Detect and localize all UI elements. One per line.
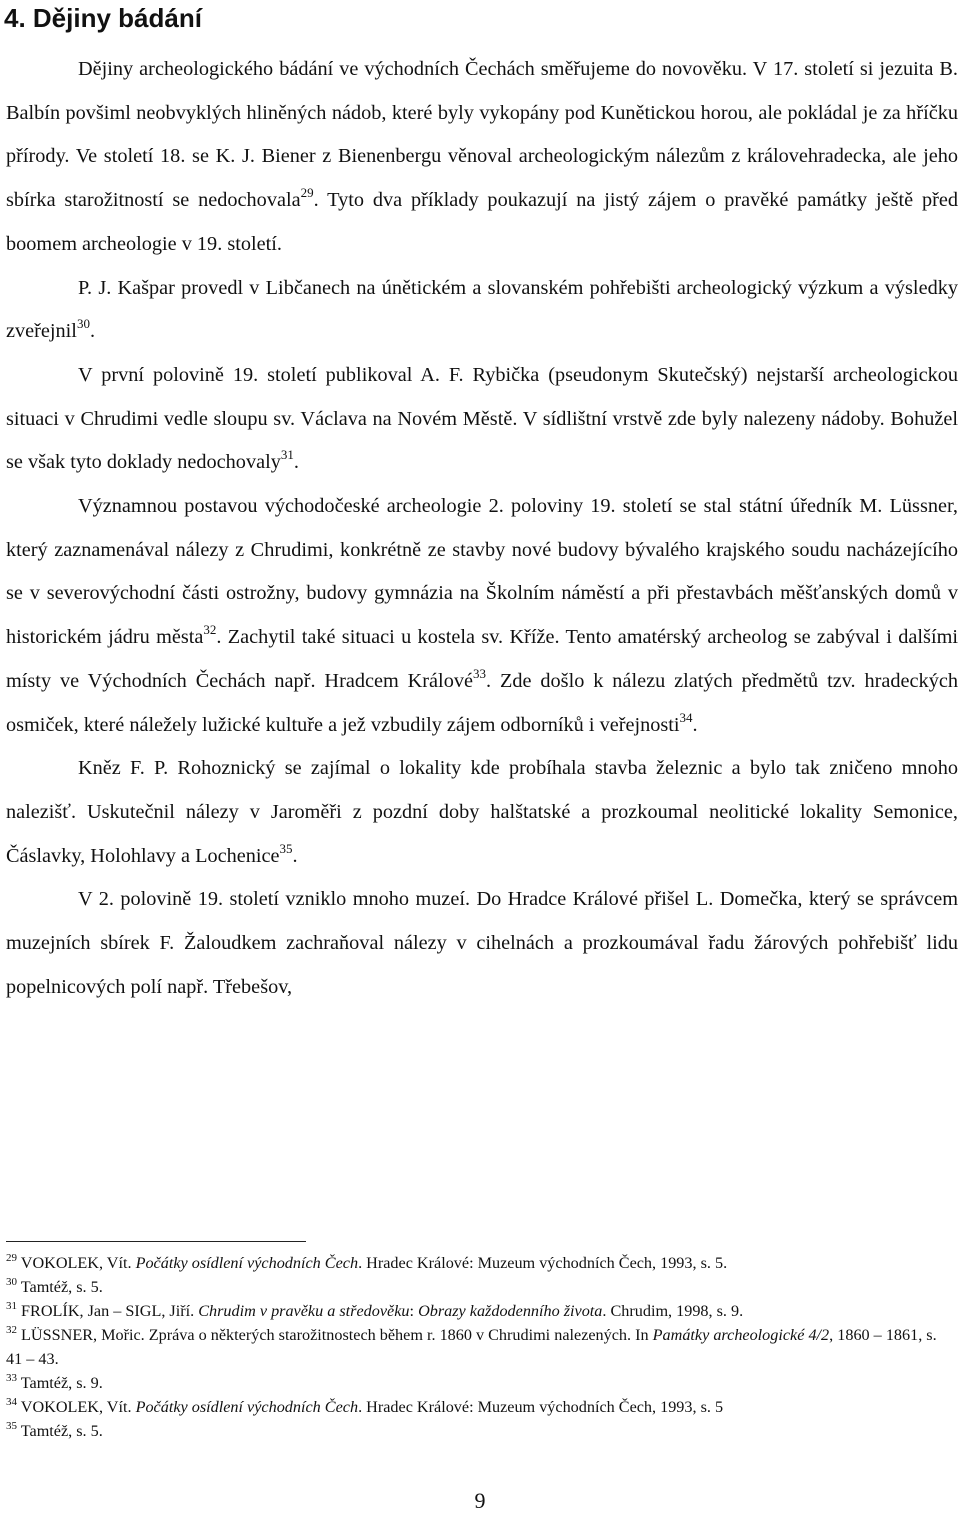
text-run: . Zachytil také situaci u kostela sv. Kříže. Tento amatérský archeolog se zabýval i dalšími místy ve Východních Čechách např. Hradcem Králové: [6, 626, 958, 692]
footnote-text: LÜSSNER, Mořic. Zpráva o některých starožitnostech během r. 1860 v Chrudimi nalezených. In: [17, 1326, 653, 1344]
footnote-text: , 1860 – 1861, s. 41 – 43.: [6, 1326, 937, 1368]
section-heading: 4. Dějiny bádání: [4, 3, 202, 33]
text-run: .: [89, 320, 96, 343]
footnote: [6, 1371, 946, 1395]
paragraph: [6, 878, 958, 1009]
footnote-title: Obrazy každodenního života: [418, 1302, 603, 1320]
footnote-number: 32: [6, 1324, 17, 1336]
paragraph: [6, 485, 958, 747]
text-run: . Zde došlo k nálezu zlatých předmětů tzv. hradeckých osmiček, které náležely lužické kultuře a jež vzbudily zájem odborníků i veřejnosti: [6, 669, 958, 736]
body-text: [6, 48, 958, 1009]
footnote-text: . Chrudim, 1998, s. 9.: [602, 1302, 744, 1320]
footnote-number: 30: [6, 1276, 17, 1288]
footnotes: [6, 1251, 946, 1443]
paragraph: [6, 354, 958, 485]
footnote-text: VOKOLEK, Vít.: [17, 1254, 136, 1272]
footnote-number: 34: [6, 1396, 17, 1408]
footnote-separator: [6, 1241, 306, 1242]
paragraph: [6, 267, 958, 354]
footnote-title: Počátky osídlení východních Čech: [135, 1398, 359, 1416]
footnote-ref[interactable]: 34: [679, 709, 693, 725]
footnote-text: . Hradec Králové: Muzeum východních Čech, 1993, s. 5: [358, 1398, 724, 1416]
footnote-title: Chrudim v pravěku a středověku: [198, 1302, 410, 1320]
text-run: Kněz F. P. Rohoznický se zajímal o lokality kde probíhala stavba železnic a bylo tak zničeno mnoho nalezišť. Uskutečnil nálezy v Jaroměři z pozdní doby halštatské a prozkoumal neolitické lokality Semonice, Čáslavky, Holohlavy a Lochenice: [6, 757, 958, 867]
footnote-text: Tamtéž, s. 5.: [17, 1422, 103, 1440]
text-run: .: [692, 713, 698, 736]
footnote-text: . Hradec Králové: Muzeum východních Čech, 1993, s. 5.: [358, 1254, 728, 1272]
footnote-text: Tamtéž, s. 5.: [17, 1278, 103, 1296]
footnote-number: 29: [6, 1252, 17, 1264]
footnote: [6, 1251, 946, 1275]
footnote-text: Tamtéž, s. 9.: [17, 1374, 103, 1392]
footnote: [6, 1395, 946, 1419]
footnote-number: 35: [6, 1420, 17, 1432]
footnote: [6, 1419, 946, 1443]
paragraph: [6, 48, 958, 267]
page-number: 9: [474, 1488, 486, 1513]
footnote-ref[interactable]: 29: [300, 185, 314, 201]
text-run: P. J. Kašpar provedl v Libčanech na únětickém a slovanském pohřebišti archeologický výzkum a výsledky zveřejnil: [6, 276, 958, 343]
footnote-text: FROLÍK, Jan – SIGL, Jiří.: [17, 1302, 199, 1320]
text-run: V 2. polovině 19. století vzniklo mnoho muzeí. Do Hradce Králové přišel L. Domečka, který se správcem muzejních sbírek F. Žaloudkem zachraňoval nálezy v cihelnách a prozkoumával řadu žárových pohřebišť lidu popelnicových polí např. Třebešov,: [6, 888, 958, 998]
text-run: Významnou postavou východočeské archeologie 2. poloviny 19. století se stal státní úředník M. Lüssner, který zaznamenával nálezy z Chrudimi, konkrétně ze stavby nové budovy bývalého krajského soudu nacházejícího se v severovýchodní části ostrožny, budovy gymnázia na Školním náměstí a při přestavbách měšťanských domů v historickém jádru města: [6, 495, 958, 649]
footnote-title: Počátky osídlení východních Čech: [135, 1254, 359, 1272]
footnote-ref[interactable]: 30: [76, 316, 90, 332]
footnote-number: 33: [6, 1372, 17, 1384]
footnote-number: 31: [6, 1300, 17, 1312]
footnote-title: Památky archeologické 4/2: [652, 1326, 830, 1344]
footnote-ref[interactable]: 35: [279, 840, 293, 856]
text-run: . Tyto dva příklady poukazují na jistý zájem o pravěké památky ještě před boomem archeologie v 19. století.: [6, 189, 958, 255]
text-run: V první polovině 19. století publikoval A. F. Rybička (pseudonym Skutečský) nejstarší archeologickou situaci v Chrudimi vedle sloupu sv. Václava na Novém Městě. V sídlištní vrstvě zde byly nalezeny nádoby. Bohužel se však tyto doklady nedochovaly: [6, 363, 958, 474]
footnote-ref[interactable]: 32: [203, 622, 217, 638]
footnote: [6, 1299, 946, 1323]
text-run: Dějiny archeologického bádání ve východních Čechách směřujeme do novověku. V 17. století si jezuita B. Balbín povšiml neobvyklých hliněných nádob, které byly vykopány pod Kunětickou horou, ale pokládal je za hříčku přírody. Ve století 18. se K. J. Biener z Bienenbergu věnoval archeologickým nálezům z královehradecka, ale jeho sbírka starožitností se nedochovala: [6, 58, 958, 212]
text-run: .: [293, 451, 299, 474]
footnote-ref[interactable]: 31: [280, 447, 294, 463]
footnote: [6, 1275, 946, 1299]
paragraph: [6, 747, 958, 878]
footnote: [6, 1323, 946, 1371]
footnote-text: :: [409, 1302, 419, 1320]
footnote-text: VOKOLEK, Vít.: [17, 1398, 136, 1416]
footnote-ref[interactable]: 33: [472, 665, 486, 681]
text-run: .: [292, 844, 298, 867]
